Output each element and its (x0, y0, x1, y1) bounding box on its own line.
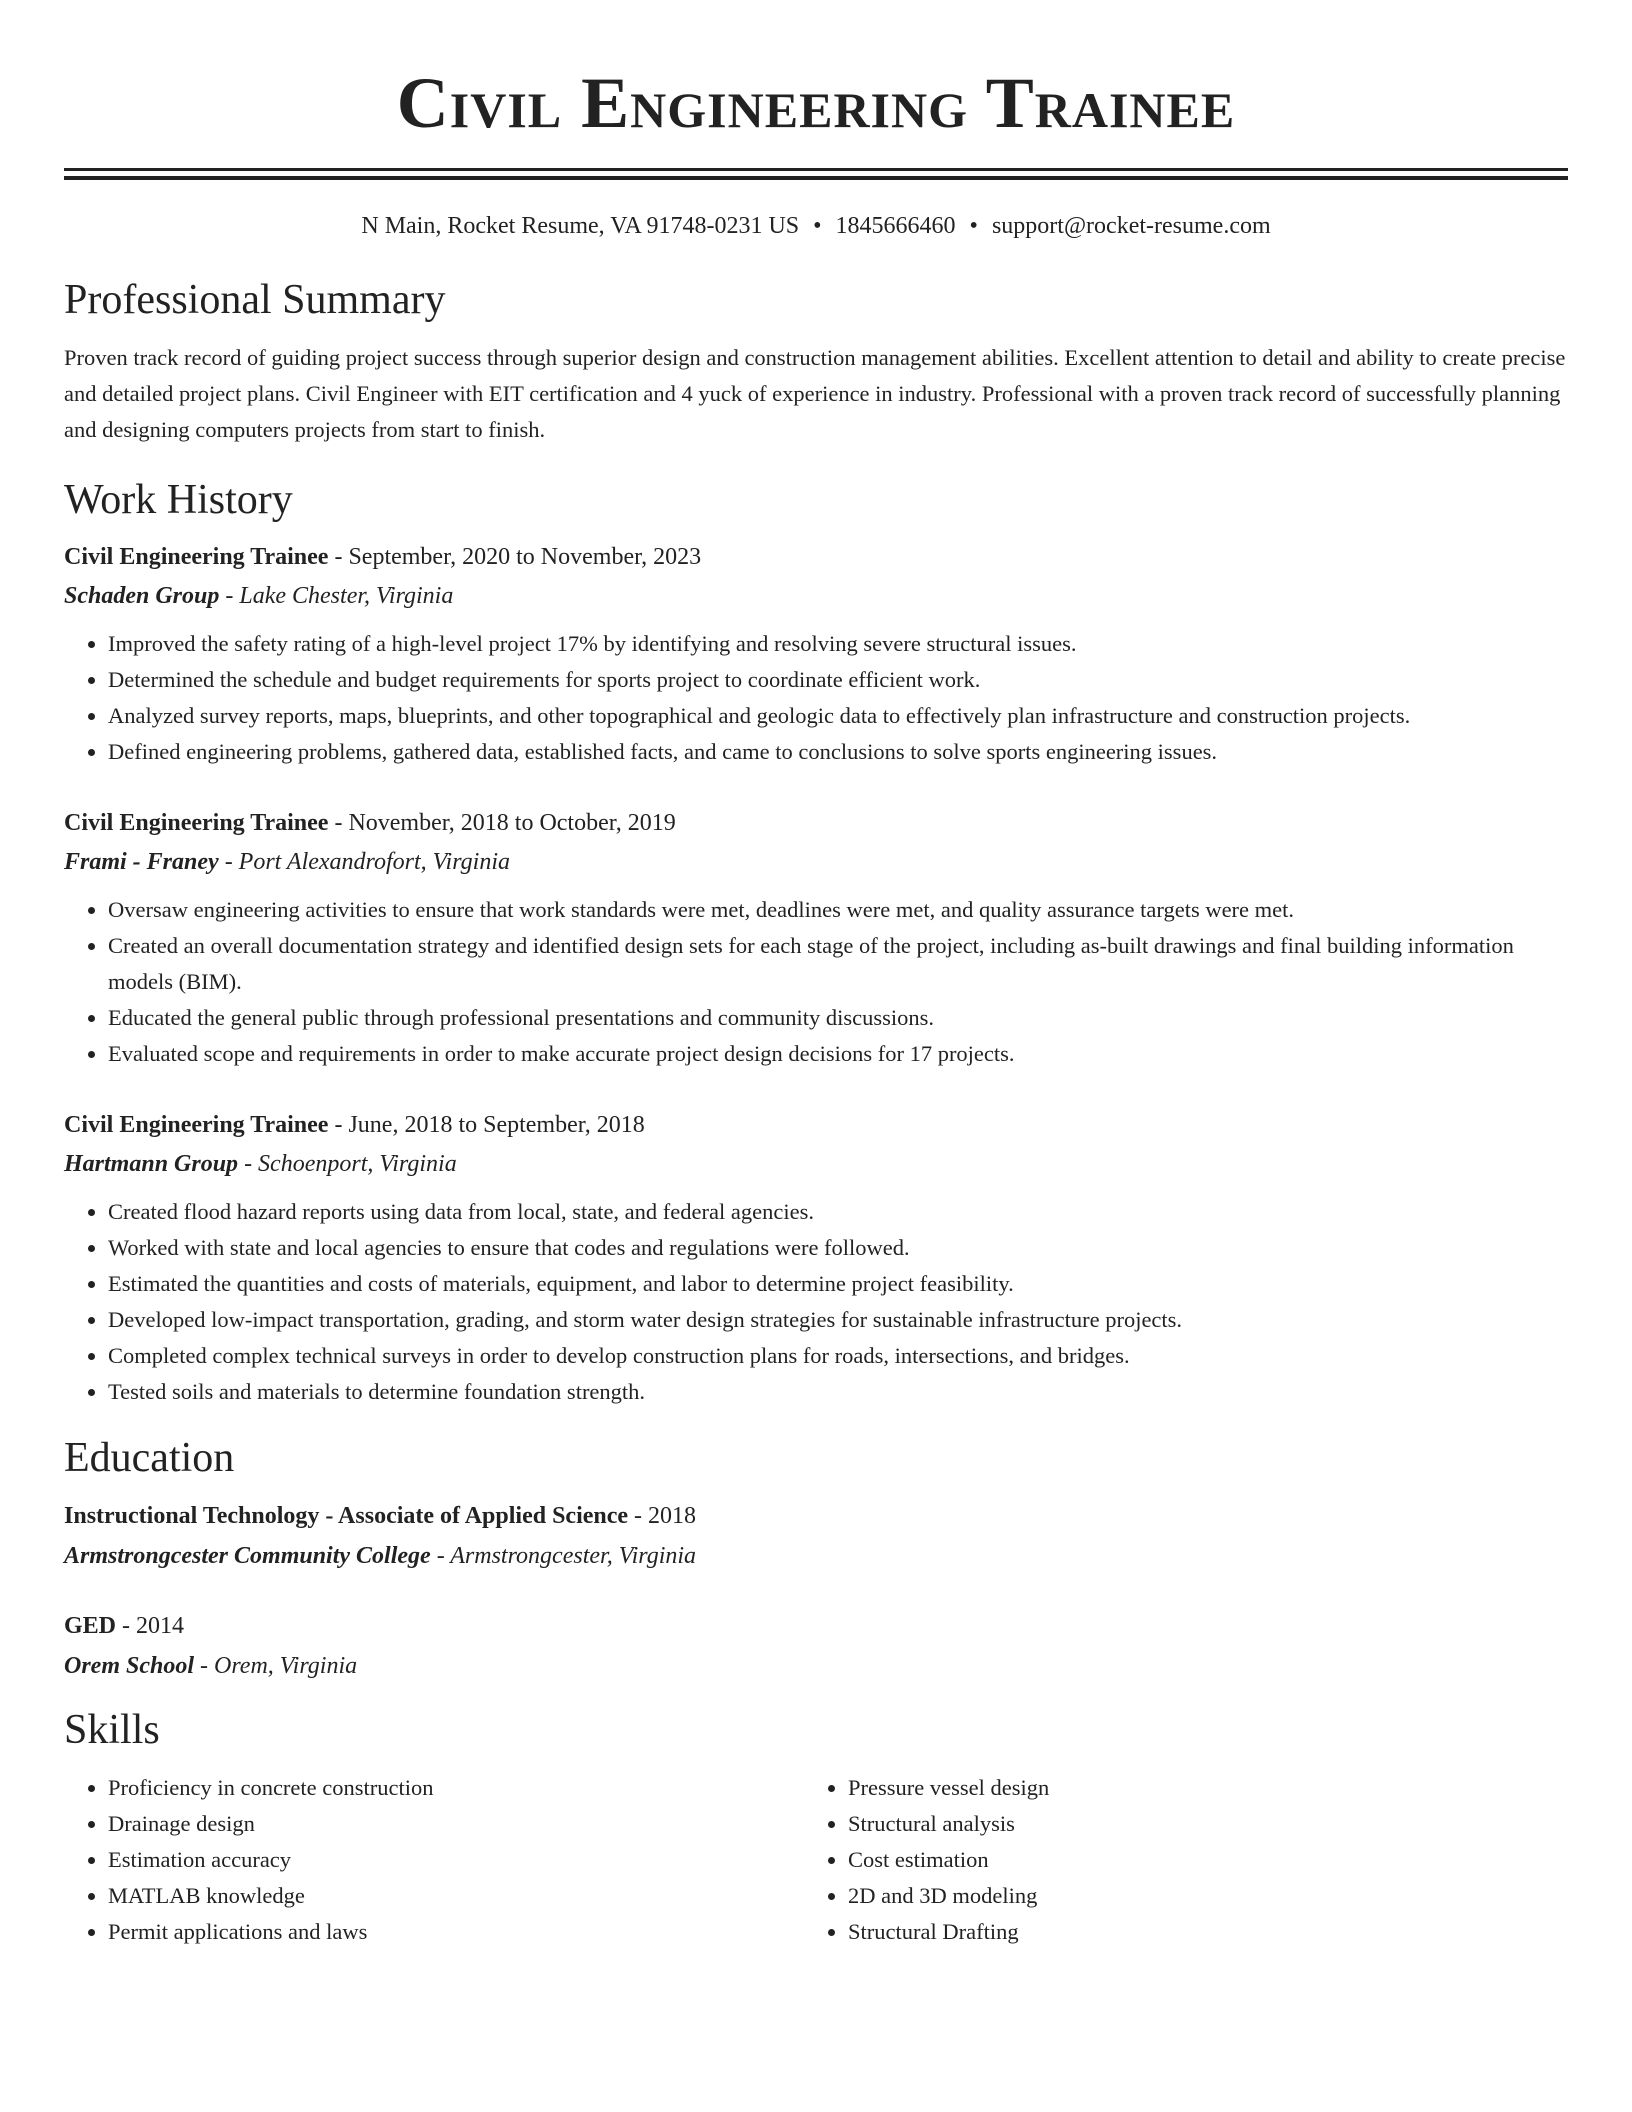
contact-phone: 1845666460 (835, 213, 956, 239)
spacer (64, 770, 1568, 804)
job-bullets (64, 892, 1568, 1072)
skill-item: • Permit applications and laws (108, 1914, 804, 1950)
header-double-rule (64, 168, 1568, 180)
job-company: Frami - Franey (64, 849, 219, 875)
education-year: - 2014 (116, 1613, 185, 1639)
skill-item: • MATLAB knowledge (108, 1878, 804, 1914)
job-role: Civil Engineering Trainee (64, 544, 329, 570)
education-heading (64, 1606, 1568, 1646)
job-heading (64, 538, 1568, 576)
education-heading (64, 1496, 1568, 1536)
contact-separator: • (813, 213, 822, 239)
contact-address: N Main, Rocket Resume, VA 91748-0231 US (361, 213, 800, 239)
section-title-education: Education (64, 1435, 235, 1481)
list-item: • Determined the schedule and budget requirements for sports project to coordinate efficient work. (108, 662, 1568, 698)
skill-item: • Structural analysis (848, 1806, 1544, 1842)
job-heading (64, 1106, 1568, 1144)
list-item: • Created an overall documentation strategy and identified design sets for each stage of the project, including as-built drawings and final building information models (BIM). (108, 928, 1568, 1000)
education-school: Orem School (64, 1653, 195, 1679)
skill-item: • Estimation accuracy (108, 1842, 804, 1878)
skill-item: • Drainage design (108, 1806, 804, 1842)
list-item: • Estimated the quantities and costs of materials, equipment, and labor to determine project feasibility. (108, 1266, 1568, 1302)
list-item: • Worked with state and local agencies to ensure that codes and regulations were followed. (108, 1230, 1568, 1266)
list-item: • Educated the general public through professional presentations and community discussions. (108, 1000, 1568, 1036)
education-degree: Instructional Technology - Associate of Applied Science (64, 1503, 629, 1529)
job-employer (64, 576, 1568, 616)
job-heading (64, 804, 1568, 842)
section-title-skills: Skills (64, 1707, 160, 1753)
skill-item: • Pressure vessel design (848, 1770, 1544, 1806)
contact-separator: • (969, 213, 978, 239)
list-item: • Analyzed survey reports, maps, blueprints, and other topographical and geologic data to effectively plan infrastructure and construction projects. (108, 698, 1568, 734)
job-bullets (64, 626, 1568, 770)
list-item: • Created flood hazard reports using data from local, state, and federal agencies. (108, 1194, 1568, 1230)
skill-item: • Proficiency in concrete construction (108, 1770, 804, 1806)
education-entry (64, 1496, 1568, 1576)
summary-text: Proven track record of guiding project success through superior design and construction management abilities. Excellent attention to detail and ability to create precise and detailed project plans. Civil Engineer with EIT certification and 4 yuck of experience in industry. Professional with a proven track record of successfully planning and designing computers projects from start to finish. (64, 345, 1566, 442)
job-employer (64, 1144, 1568, 1184)
education-location: - Orem, Virginia (194, 1653, 358, 1679)
skills-list (64, 1770, 1568, 1950)
list-item: • Developed low-impact transportation, grading, and storm water design strategies for sustainable infrastructure projects. (108, 1302, 1568, 1338)
education-school: Armstrongcester Community College (64, 1543, 431, 1569)
job-entry (64, 804, 1568, 1072)
list-item: • Completed complex technical surveys in order to develop construction plans for roads, intersections, and bridges. (108, 1338, 1568, 1374)
list-item: • Defined engineering problems, gathered data, established facts, and came to conclusions to solve sports engineering issues. (108, 734, 1568, 770)
resume-page (64, 0, 1568, 1950)
job-dates: - November, 2018 to October, 2019 (328, 810, 676, 836)
job-company: Hartmann Group (64, 1151, 239, 1177)
education-institution (64, 1536, 1568, 1576)
skill-item: • Structural Drafting (848, 1914, 1544, 1950)
job-role: Civil Engineering Trainee (64, 810, 329, 836)
education-year: - 2018 (628, 1503, 697, 1529)
education-location: - Armstrongcester, Virginia (430, 1543, 697, 1569)
job-entry (64, 1106, 1568, 1410)
section-title-work: Work History (64, 477, 293, 523)
list-item: • Oversaw engineering activities to ensure that work standards were met, deadlines were met, and quality assurance targets were met. (108, 892, 1568, 928)
skill-item: • Cost estimation (848, 1842, 1544, 1878)
skills-column-left (64, 1770, 804, 1950)
job-company: Schaden Group (64, 583, 220, 609)
contact-email: support@rocket-resume.com (991, 213, 1271, 239)
list-item: • Evaluated scope and requirements in order to make accurate project design decisions for 17 projects. (108, 1036, 1568, 1072)
job-entry (64, 538, 1568, 770)
section-title-summary: Professional Summary (64, 277, 446, 323)
job-dates: - September, 2020 to November, 2023 (328, 544, 702, 570)
skill-item: • 2D and 3D modeling (848, 1878, 1544, 1914)
job-employer (64, 842, 1568, 882)
contact-line (64, 210, 1568, 242)
list-item: • Improved the safety rating of a high-level project 17% by identifying and resolving severe structural issues. (108, 626, 1568, 662)
job-role: Civil Engineering Trainee (64, 1112, 329, 1138)
job-location: - Schoenport, Virginia (238, 1151, 457, 1177)
education-institution (64, 1646, 1568, 1686)
list-item: • Tested soils and materials to determine foundation strength. (108, 1374, 1568, 1410)
resume-name-heading: Civil Engineering Trainee (396, 63, 1236, 143)
job-dates: - June, 2018 to September, 2018 (328, 1112, 645, 1138)
job-bullets (64, 1194, 1568, 1410)
job-location: - Lake Chester, Virginia (219, 583, 454, 609)
spacer (64, 1072, 1568, 1106)
education-degree: GED (64, 1613, 117, 1639)
job-location: - Port Alexandrofort, Virginia (218, 849, 511, 875)
skills-column-right (804, 1770, 1544, 1950)
education-entry (64, 1606, 1568, 1686)
